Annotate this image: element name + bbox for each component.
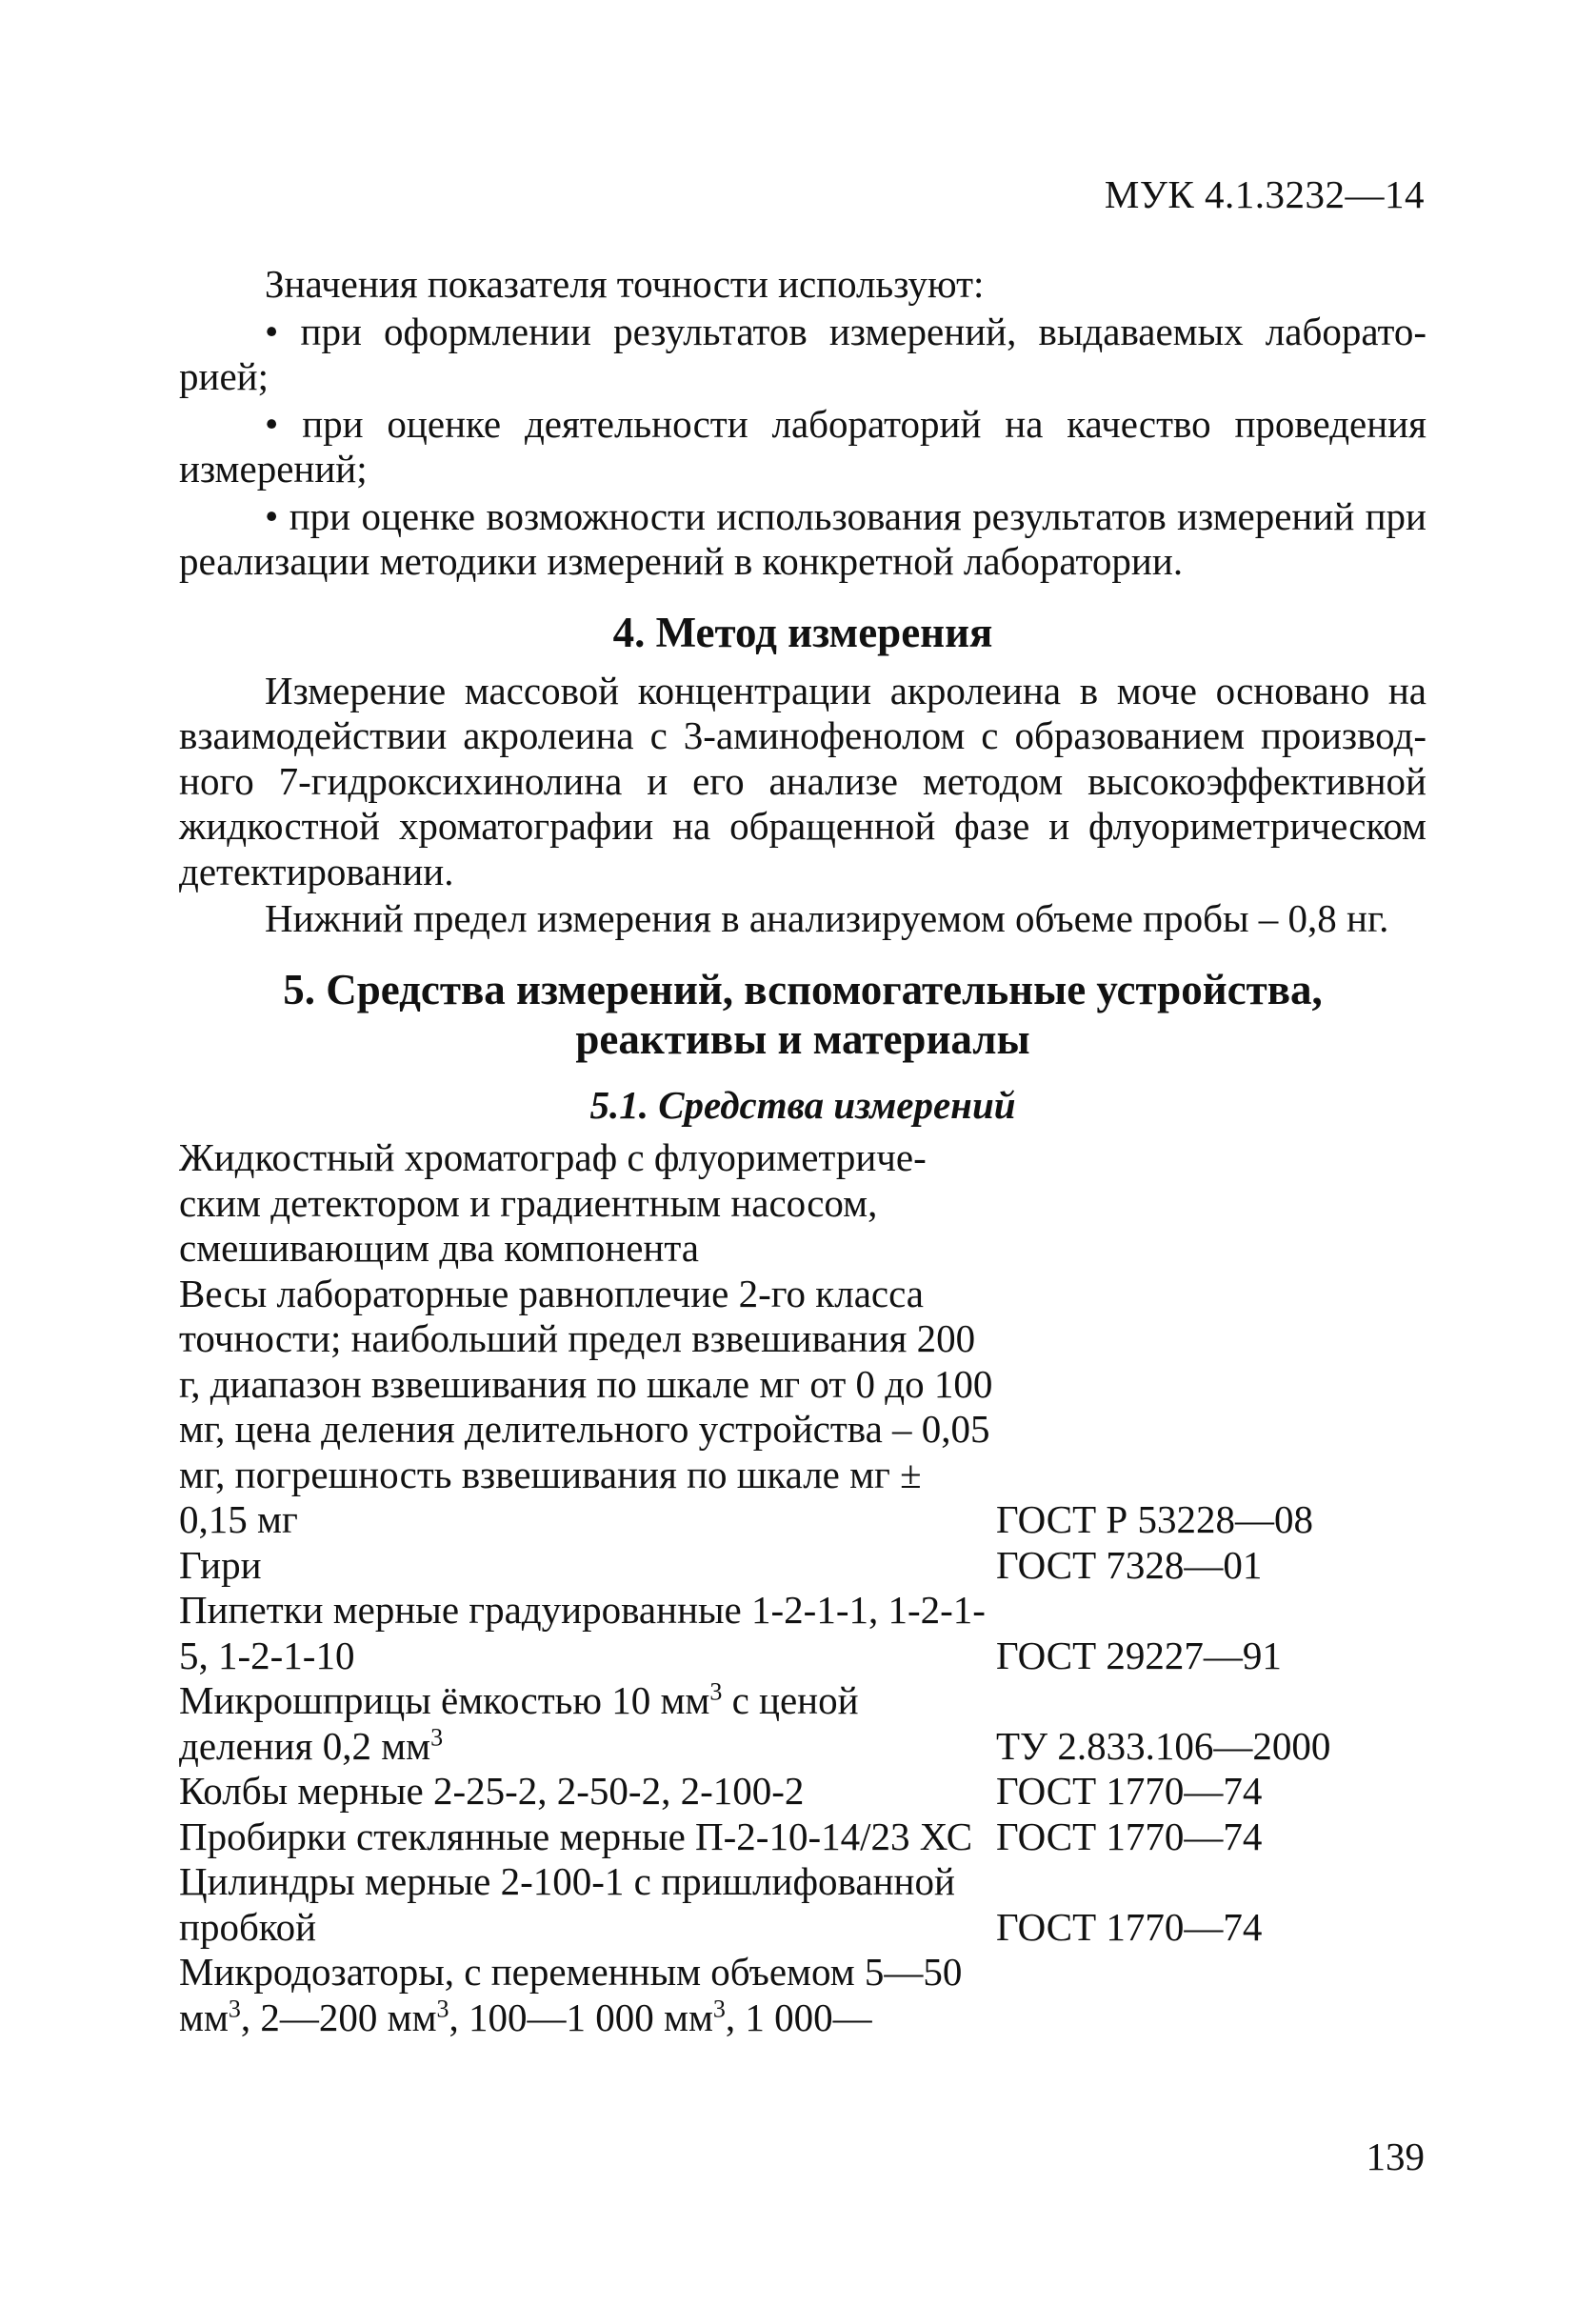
instrument-standard: ГОСТ 7328—01 xyxy=(996,1542,1263,1587)
instrument-description: Пробирки стеклянные мерные П-2-10-14/23 ХС xyxy=(179,1814,973,1858)
instrument-description xyxy=(179,1678,996,1769)
section-4-heading: 4. Метод измерения xyxy=(612,608,993,656)
instrument-row xyxy=(179,1769,1426,1815)
superscript: 3 xyxy=(436,1994,449,2022)
accuracy-bullet: • при оценке возможности использования результатов измерений при реализации методики измерений в конкретной лаборатории. xyxy=(179,493,1426,583)
instrument-description: Колбы мерные 2-25-2, 2-50-2, 2-100-2 xyxy=(179,1769,805,1813)
instrument-standard: ГОСТ 1770—74 xyxy=(996,1904,1263,1949)
accuracy-intro: Значения показателя точности используют: xyxy=(265,262,985,306)
instrument-row xyxy=(179,1678,1426,1769)
instrument-text: Микродозаторы, с переменным объемом 5—50 мм xyxy=(179,1950,963,2039)
instrument-description xyxy=(179,1950,996,2040)
instrument-text: , 1 000— xyxy=(725,1995,872,2039)
section-5-heading-line: 5. Средства измерений, вспомогательные устройства, xyxy=(283,965,1323,1013)
section-4-paragraph: Измерение массовой концентрации акролеина в моче основано на взаимодействии акролеина с 3-аминофенолом с образованием производного 7-гидроксихинолина и его анализе методом высокоэффективной жидкостной хроматографии на обращенной фазе и флуориметрическом детектировании. xyxy=(179,668,1426,893)
instrument-description: Весы лабораторные равноплечие 2-го класса точности; наибольший предел взвешивания 200 г, диапазон взвешивания по шкале мг от 0 до 100 мг, цена деления делительного устройства – 0,05 мг, погрешность взвешивания по шкале мг ± 0,15 мг xyxy=(179,1271,993,1541)
instrument-standard: ГОСТ 1770—74 xyxy=(996,1814,1263,1858)
instrument-text: , 100—1 000 мм xyxy=(449,1995,713,2039)
instrument-description: Пипетки мерные градуированные 1-2-1-1, 1-2-1-5, 1-2-1-10 xyxy=(179,1588,986,1677)
instrument-row xyxy=(179,1950,1426,2040)
superscript: 3 xyxy=(228,1994,241,2022)
subsection-5-1-heading: 5.1. Средства измерений xyxy=(589,1082,1016,1127)
instrument-description: Цилиндры мерные 2-100-1 с пришлифованной пробкой xyxy=(179,1859,955,1949)
instrument-standard: ГОСТ 29227—91 xyxy=(996,1633,1282,1677)
instrument-standard: ТУ 2.833.106—2000 xyxy=(996,1723,1331,1768)
instrument-text: с ценой деления 0,2 мм xyxy=(179,1678,859,1768)
section-4-paragraph: Нижний предел измерения в анализируемом объеме пробы – 0,8 нг. xyxy=(265,896,1389,940)
accuracy-bullet: • при оценке деятельности лабораторий на качество проведения измерений; xyxy=(179,401,1426,491)
instrument-description: Жидкостный хроматограф с флуориметрическим детектором и градиентным насосом, смешивающим два компонента xyxy=(179,1135,927,1270)
page-number: 139 xyxy=(1366,2135,1425,2178)
instrument-standard: ГОСТ 1770—74 xyxy=(996,1769,1263,1813)
instruments-list xyxy=(179,1135,1426,2040)
section-5-heading xyxy=(179,965,1426,1064)
page-content xyxy=(179,262,1426,2040)
instrument-row xyxy=(179,1135,1426,1272)
instrument-row xyxy=(179,1543,1426,1589)
instrument-text: Микрошприцы ёмкостью 10 мм xyxy=(179,1678,710,1722)
superscript: 3 xyxy=(430,1722,444,1751)
instrument-row xyxy=(179,1859,1426,1950)
section-5-heading-line: реактивы и материалы xyxy=(575,1014,1030,1063)
superscript: 3 xyxy=(709,1677,723,1706)
instrument-row xyxy=(179,1815,1426,1860)
instrument-description: Гири xyxy=(179,1542,262,1587)
running-header: МУК 4.1.3232—14 xyxy=(1104,172,1425,216)
instrument-standard: ГОСТ Р 53228—08 xyxy=(996,1497,1313,1541)
instrument-row xyxy=(179,1588,1426,1678)
instrument-row xyxy=(179,1272,1426,1543)
accuracy-bullet: • при оформлении результатов измерений, выдаваемых лабораторией; xyxy=(179,309,1426,398)
instrument-text: , 2—200 мм xyxy=(240,1995,437,2039)
superscript: 3 xyxy=(712,1994,726,2022)
